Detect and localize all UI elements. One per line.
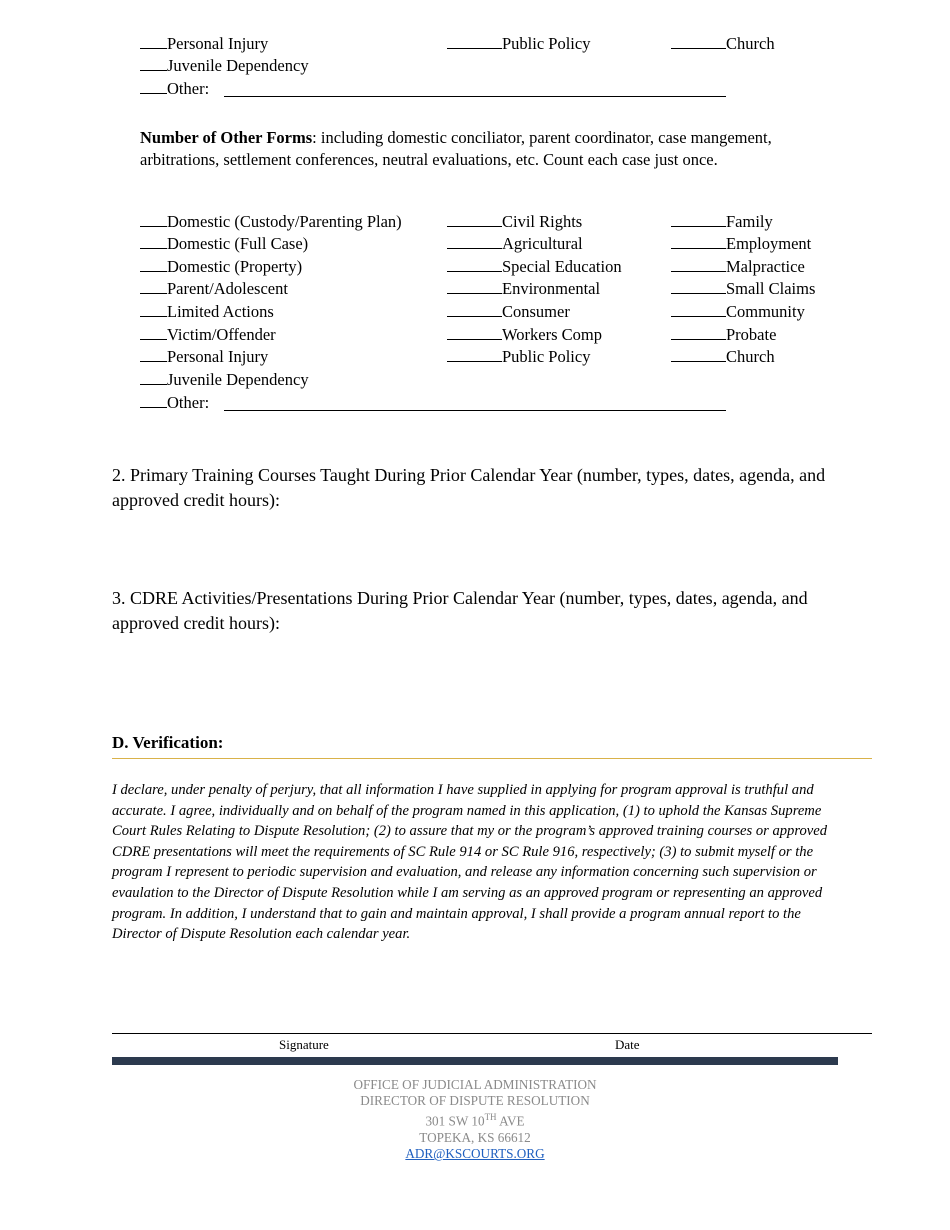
signature-line[interactable] bbox=[112, 1033, 872, 1034]
blank-line[interactable] bbox=[140, 56, 167, 71]
list-item: Environmental bbox=[447, 279, 600, 299]
blank-line[interactable] bbox=[140, 393, 167, 408]
blank-line[interactable] bbox=[447, 34, 502, 49]
verification-title: D. Verification: bbox=[112, 733, 224, 752]
blank-line[interactable] bbox=[671, 302, 726, 317]
list-item: Small Claims bbox=[671, 279, 815, 299]
blank-line[interactable] bbox=[447, 234, 502, 249]
blank-line[interactable] bbox=[671, 34, 726, 49]
blank-line[interactable] bbox=[447, 212, 502, 227]
list-item: Personal Injury bbox=[140, 347, 268, 367]
list-item: Domestic (Custody/Parenting Plan) bbox=[140, 212, 402, 232]
section-2-heading: 2. Primary Training Courses Taught During Prior Calendar Year (number, types, dates, agenda, and approved credit hours): bbox=[112, 465, 826, 510]
blank-line[interactable] bbox=[671, 212, 726, 227]
other-item: Other: bbox=[140, 393, 209, 413]
blank-line[interactable] bbox=[671, 234, 726, 249]
list-item: Victim/Offender bbox=[140, 325, 276, 345]
blank-line[interactable] bbox=[447, 279, 502, 294]
footer-office: OFFICE OF JUDICIAL ADMINISTRATION bbox=[353, 1077, 597, 1092]
footer-bar bbox=[112, 1057, 838, 1065]
blank-line[interactable] bbox=[140, 302, 167, 317]
blank-line[interactable] bbox=[447, 347, 502, 362]
list-item: Parent/Adolescent bbox=[140, 279, 288, 299]
blank-line[interactable] bbox=[140, 257, 167, 272]
footer bbox=[0, 1077, 950, 1162]
blank-line[interactable] bbox=[140, 347, 167, 362]
blank-line[interactable] bbox=[140, 79, 167, 94]
list-item: Civil Rights bbox=[447, 212, 582, 232]
signature-label: Signature bbox=[279, 1037, 329, 1052]
blank-line[interactable] bbox=[671, 347, 726, 362]
list-item: Malpractice bbox=[671, 257, 805, 277]
blank-line[interactable] bbox=[140, 325, 167, 340]
date-label: Date bbox=[615, 1037, 640, 1052]
other-line[interactable] bbox=[224, 96, 726, 97]
declaration-text: I declare, under penalty of perjury, that all information I have supplied in applying for program approval is truthful and accurate. I agree, individually and on behalf of the program named in this application, (1) to uphold the Kansas Supreme Court Rules Relating to Dispute Resolution; (2) to assure that my or the program’s approved training courses or approved CDRE presentations will meet the requirements of SC Rule 914 or SC Rule 916, respectively; (3) to submit myself or the program I represent to periodic supervision and evaluation, and release any information concerning such supervision or evaulation to the Director of Dispute Resolution while I am serving as an approved program or representing an approved program. In addition, I understand that to gain and maintain approval, I shall provide a program annual report to the Director of Dispute Resolution each calendar year. bbox=[112, 782, 828, 943]
blank-line[interactable] bbox=[447, 325, 502, 340]
list-item: Public Policy bbox=[447, 34, 590, 54]
blank-line[interactable] bbox=[140, 370, 167, 385]
blank-line[interactable] bbox=[140, 279, 167, 294]
list-item: Community bbox=[671, 302, 805, 322]
list-item: Church bbox=[671, 34, 775, 54]
other-line[interactable] bbox=[224, 410, 726, 411]
list-item: Family bbox=[671, 212, 773, 232]
list-item: Domestic (Full Case) bbox=[140, 234, 308, 254]
footer-address: 301 SW 10TH AVE bbox=[425, 1112, 525, 1129]
list-item: Special Education bbox=[447, 257, 622, 277]
list-item: Public Policy bbox=[447, 347, 590, 367]
other-forms-heading: Number of Other Forms: including domestic conciliator, parent coordinator, case mangement, arbitrations, settlement conferences, neutral evaluations, etc. Count each case just once. bbox=[140, 128, 772, 169]
list-item: Juvenile Dependency bbox=[140, 370, 309, 390]
blank-line[interactable] bbox=[671, 279, 726, 294]
blank-line[interactable] bbox=[671, 257, 726, 272]
footer-director: DIRECTOR OF DISPUTE RESOLUTION bbox=[360, 1093, 590, 1109]
blank-line[interactable] bbox=[140, 34, 167, 49]
blank-line[interactable] bbox=[140, 212, 167, 227]
gold-divider bbox=[112, 758, 872, 759]
blank-line[interactable] bbox=[140, 234, 167, 249]
blank-line[interactable] bbox=[447, 302, 502, 317]
blank-line[interactable] bbox=[671, 325, 726, 340]
list-item: Juvenile Dependency bbox=[140, 56, 309, 76]
list-item: Probate bbox=[671, 325, 776, 345]
section-3-heading: 3. CDRE Activities/Presentations During Prior Calendar Year (number, types, dates, agenda, and approved credit hours): bbox=[112, 588, 808, 633]
list-item: Personal Injury bbox=[140, 34, 268, 54]
list-item: Employment bbox=[671, 234, 811, 254]
list-item: Church bbox=[671, 347, 775, 367]
list-item: Limited Actions bbox=[140, 302, 274, 322]
footer-city: TOPEKA, KS 66612 bbox=[419, 1130, 531, 1145]
list-item: Workers Comp bbox=[447, 325, 602, 345]
footer-email-link[interactable]: ADR@KSCOURTS.ORG bbox=[405, 1146, 545, 1162]
list-item: Consumer bbox=[447, 302, 570, 322]
list-item: Domestic (Property) bbox=[140, 257, 302, 277]
other-item: Other: bbox=[140, 79, 209, 99]
list-item: Agricultural bbox=[447, 234, 583, 254]
blank-line[interactable] bbox=[447, 257, 502, 272]
